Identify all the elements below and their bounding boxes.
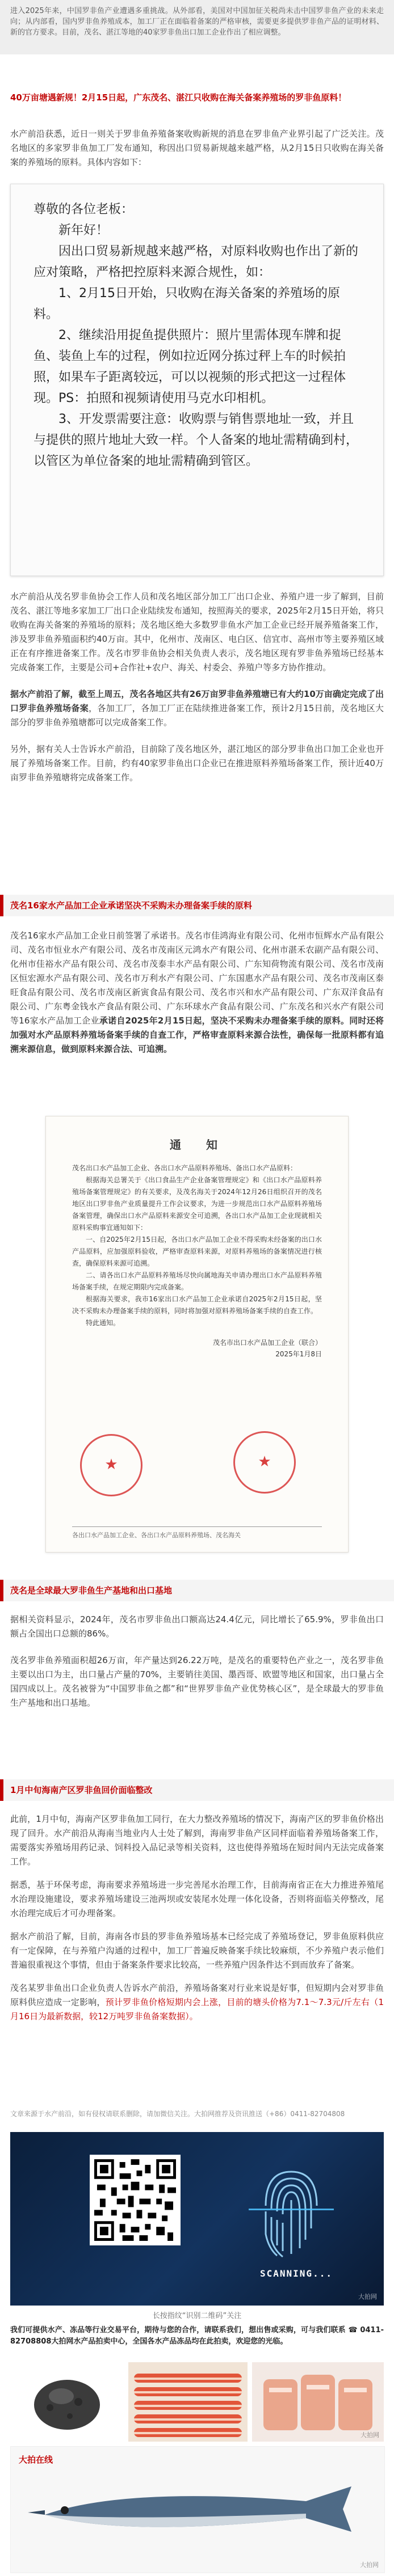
official-seal-right: ★ — [233, 1431, 296, 1494]
section5-body — [0, 1812, 394, 2024]
crab-meat-photo — [252, 2362, 384, 2442]
section5-para3: 据水产前沿了解，目前，海南各市县的罗非鱼养殖场基本已经完成了养殖场登记，罗非鱼原料供应有一定保障，在与养殖户沟通的过程中，加工厂普遍反映备案手续比较麻烦，不少养殖户表示他们普遍很重视这个事情，但由于备案条件要求比较高，一些养殖户因条件达不到而放弃了备案。 — [10, 1931, 384, 1970]
section2-para1: 水产前沿从茂名罗非鱼协会工作人员和茂名地区部分加工厂出口企业、养殖户进一步了解到，目前茂名、湛江等地多家加工厂出口企业陆续发布通知，按照海关的要求，2025年2月15日开始，将只收购在海关备案的养殖场的原料；茂名地区绝大多数罗非鱼水产加工企业已经开展养殖备案工作，涉及罗非鱼养殖面积约40万亩。其中，化州市、茂南区、电白区、信宜市、高州市等主要养殖区域正在有序推进备案工作。茂名市罗非鱼协会相关负责人表示，茂名地区现有罗非鱼养殖场已经基本完成备案工作，主要是公司+合作社+农户、海关、村委会、养殖户等多方协作推动。 — [10, 591, 384, 672]
gallery-watermark-2: 大拍网 — [360, 2561, 379, 2569]
saury-fish-photo — [10, 2446, 385, 2573]
section3-body — [0, 929, 394, 1056]
contact-text: 我们可提供水产、冻品等行业交易平台，期待与您的合作，请联系我们，想出售或采购，可与我们联系 ☎ 0411-82708808大拍网水产品拍卖中心，全国各水产品冻品均在此拍卖，欢迎您的光临。 — [10, 2326, 384, 2346]
section2-para2-b: ，各加工厂，各加工厂正在陆续推进备案工作，预计2月15日前，茂名地区大部分的罗非鱼养殖塘都可以完成备案工作。 — [10, 703, 384, 727]
section5-para2: 据悉，基于环保考虑，海南要求养殖场进一步完善尾水治理工作，目前海南省正在大力推进养殖尾水治理设施建设，要求养殖场建设三池两坝或安装尾水处理一体化设备，否则将面临关停整改，尾水治理完成后才可办理备案。 — [10, 1880, 384, 1918]
section4-title-bar — [0, 1580, 394, 1601]
section3-para1 — [10, 929, 384, 1056]
section5-para1: 此前，1月中旬，海南产区罗非鱼加工同行，在大力整改养殖场的情况下，海南产区的罗非鱼价格出现了回升。水产前沿从海南当地业内人士处了解到，海南罗非鱼产区同样面临着养殖场备案工作，需要落实养殖场用药记录、饲料投入品记录等相关资料，这也使得养殖场在短时间内无法完成备案工作。 — [10, 1814, 384, 1867]
document-date: 2025年1月8日 — [275, 1350, 322, 1358]
section5-para4-a: 茂名某罗非鱼出口企业负责人告诉水产前沿，养殖场备案对行业来说是好事，但短期内会对罗非鱼原料供应造成一定影响， — [10, 1983, 384, 2007]
qr-caption-block — [0, 2309, 394, 2323]
section5-para4-b: 预计罗非鱼价格短期内会上涨，目前的塘头价格为7.1～7.3元/斤左右（1月16日为最新数据，较12万吨罗非鱼备案数据）。 — [10, 1997, 384, 2021]
section4-title: 茂名是全球最大罗非鱼生产基地和出口基地 — [10, 1585, 173, 1596]
sea-cucumber-icon — [10, 2362, 124, 2442]
crab-legs-photo — [128, 2362, 248, 2442]
notice-line-5: 3、开发票需要注意：收购票与销售票地址一致，并且与提供的照片地址大致一样。个人备案的地址需精确到村，以管区为单位备案的地址需精确到管区。 — [33, 412, 359, 468]
source-text: 文章来源于水产前沿，如有侵权请联系删除，请加微信关注。大拍网推荐及资讯推送（+86）0411-82704808 — [10, 2110, 345, 2118]
sea-cucumber-photo — [10, 2362, 124, 2442]
document-title: 通 知 — [170, 1138, 224, 1152]
section1-para1: 水产前沿获悉，近日一则关于罗非鱼养殖备案收购新规的消息在罗非鱼产业界引起了广泛关注。茂名地区的多家罗非鱼加工厂发布通知，称因出口贸易新规越来越严格，从2月15日只收购在海关备案的养殖场的原料。具体内容如下： — [10, 129, 384, 167]
qr-scan-banner — [10, 2132, 384, 2306]
notice-card — [10, 184, 384, 576]
brand-logo: 大拍在线 — [19, 2455, 53, 2465]
notice-document-image — [45, 1116, 349, 1553]
contact-block — [0, 2325, 394, 2347]
section3-title: 茂名16家水产品加工企业承诺坚决不采购未办理备案手续的原料 — [10, 900, 252, 911]
section2-para2 — [10, 687, 384, 730]
section-heading-1 — [0, 91, 394, 105]
banner-watermark: 大拍网 — [358, 2293, 377, 2300]
section2-para3: 另外，据有关人士告诉水产前沿，目前除了茂名地区外，湛江地区的部分罗非鱼出口加工企业也开展了养殖场备案工作。目前，约有40家罗非鱼出口企业已在推进原料养殖场备案工作，预计近40万亩罗非鱼养殖塘将完成备案工作。 — [10, 744, 384, 782]
section1-title: 40万亩塘遇新规！2月15日起，广东茂名、湛江只收购在海关备案养殖场的罗非鱼原料！ — [10, 92, 347, 103]
section2-body — [0, 590, 394, 785]
document-line-2: 一、自2025年2月15日起，各出口水产品加工企业不得采购未经备案的出口水产品原料，应加强原料验收，严格审查原料来源，对原料养殖场的备案情况进行核查，确保原料来源可追溯。 — [72, 1236, 322, 1267]
notice-line-2: 因出口贸易新规越来越严格，对原料收购也作出了新的应对策略，严格把控原料来源合规性，如： — [33, 244, 359, 280]
document-line-3: 二、请各出口水产品原料养殖场尽快向属地海关申请办理出口水产品原料养殖场备案手续，在规定期限内完成备案。 — [72, 1271, 322, 1291]
section4-body — [0, 1613, 394, 1710]
notice-line-3: 1、2月15日开始，只收购在海关备案的养殖场的原料。 — [33, 286, 340, 322]
scan-label: SCANNING... — [260, 2268, 333, 2279]
crab-legs-icon — [128, 2362, 248, 2442]
section5-para4 — [10, 1981, 384, 2024]
section3-title-bar — [0, 895, 394, 916]
document-footer: 各出口水产品加工企业、各出口水产品原料养殖场、茂名海关 — [72, 1526, 322, 1539]
document-signature-block — [72, 1337, 322, 1360]
notice-line-4: 2、继续沿用捉鱼提供照片：照片里需体现车牌和捉鱼、装鱼上车的过程，例如拉近网分拣过秤上车的时候拍照，如果车子距离较远，可以以视频的形式把这一过程体现。PS：拍照和视频请使用马克水印相机。 — [33, 328, 346, 405]
gallery-watermark-1: 大拍网 — [361, 2431, 379, 2439]
document-line-1: 根据海关总署关于《出口食品生产企业备案管理规定》和《出口水产品原料养殖场备案管理规定》的有关要求，及茂名海关于2024年12月26日组织召开的茂名地区出口罗非鱼产业质量提升工作会议要求，为进一步规范出口水产品原料养殖场备案管理，确保出口水产品原料来源安全可追溯，各出口水产品加工企业现就相关原料采购事宜通知如下： — [72, 1176, 322, 1232]
document-line-5: 特此通知。 — [86, 1319, 120, 1327]
notice-line-0: 尊敬的各位老板： — [33, 202, 134, 217]
section4-para1: 据相关资料显示，2024年，茂名市罗非鱼出口额高达24.4亿元，同比增长了65.9%，罗非鱼出口额占全国出口总额的86%。 — [10, 1614, 384, 1639]
notice-line-1: 新年好！ — [33, 223, 109, 238]
section2-para2-a: 据水产前沿了解，截至上周五，茂名各地区共有26万亩罗非鱼养殖塘已有大约10万亩确定完成了出口罗非鱼养殖场备案 — [10, 689, 384, 713]
document-line-4: 根据海关要求，我市16家出口水产品加工企业承诺自2025年2月15日起，坚决不采购未办理备案手续的原料，同时将加强对原料养殖场备案手续的自查工作。 — [72, 1295, 322, 1315]
crab-meat-icon — [252, 2362, 384, 2442]
intro-text: 进入2025年来，中国罗非鱼产业遭遇多重挑战。从外部看，美国对中国加征关税尚未击中国罗非鱼产业的未来走向；从内部看，国内罗非鱼养殖成本，加工厂正在面临着备案的严格审核，需要更多提供罗非鱼产品的证明材料、新的官方要求。目前，茂名、湛江等地的40家罗非鱼出口加工企业作出了相应调整。 — [10, 7, 384, 37]
section1-body — [0, 127, 394, 170]
section5-title: 1月中旬海南产区罗非鱼回价面临整改 — [10, 1785, 153, 1795]
section3-para1-b: 承诺自2025年2月15日起，坚决不采购未办理备案手续的原料。同时还将加强对水产品原料养殖场备案手续的自查工作，严格审查原料来源合法性，确保每一批原料都有追溯来源信息，做到原料来源合法、可追溯。 — [10, 1016, 384, 1054]
fingerprint-icon[interactable] — [249, 2155, 334, 2262]
document-signature: 茂名市出口水产品加工企业（联合） — [212, 1339, 322, 1347]
qr-code[interactable] — [90, 2155, 181, 2245]
source-block — [0, 2108, 394, 2120]
official-seal-left: ★ — [80, 1434, 142, 1496]
qr-caption: 长按指纹“识别二维码”关注 — [152, 2312, 242, 2320]
section5-title-bar — [0, 1779, 394, 1801]
qr-code-icon — [94, 2159, 176, 2241]
saury-fish-icon — [11, 2447, 384, 2573]
intro-banner — [0, 0, 394, 54]
section4-para2: 茂名罗非鱼养殖面积超26万亩，年产量达到26.22万吨，是茂名的重要特色产业之一，茂名罗非鱼主要以出口为主，出口量占产量的70%，主要销往美国、墨西哥、欧盟等地区和国家，出口量占全国四成以上。茂名被誉为“中国罗非鱼之都”和“世界罗非鱼产业优势核心区”，是全球最大的罗非鱼生产基地和出口基地。 — [10, 1655, 384, 1708]
document-line-0: 茂名出口水产品加工企业、各出口水产品原料养殖场、备出口水产品原料： — [72, 1164, 297, 1172]
section3-para1-a: 茂名16家水产品加工企业日前签署了承诺书。茂名市佳鸿海业有限公司、化州市恒辉水产品有限公司、茂名市恒业水产有限公司、茂名市茂南区元鸿水产有限公司、化州市湛禾农副产品有限公司、化州市佳裕水产品有限公司、茂名市茂泰丰水产品有限公司、广东知荷物流有限公司、茂名市茂南区恒宏源水产品有限公司、茂名市万利水产有限公司、广东国惠水产品有限公司、茂名市茂南区泰旺食品有限公司、茂名市茂南区新寅食品有限公司、茂名市兴和水产品有限公司、广东双洋食品有限公司、广东粤金钱水产食品有限公司、广东环球水产食品有限公司、广东茂名和兴水产有限公司等16家水产品加工企业 — [10, 930, 384, 1026]
